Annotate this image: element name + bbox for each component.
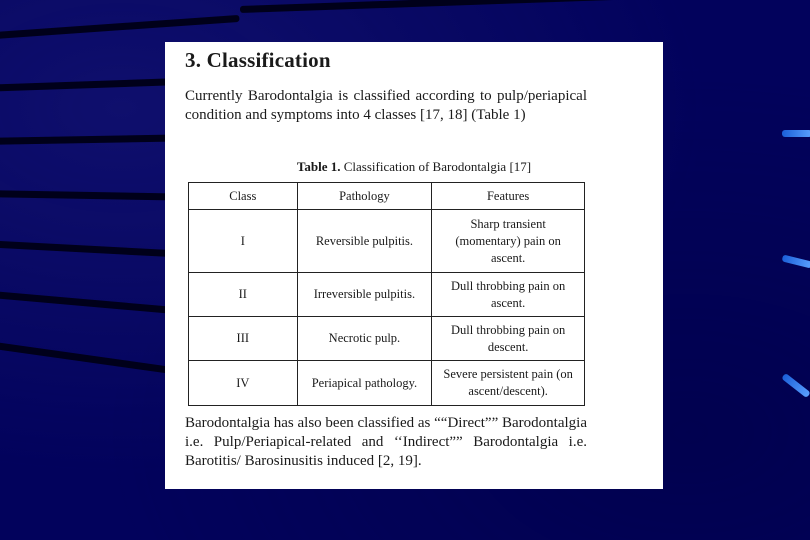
cell-class: III — [189, 317, 298, 361]
cell-class: II — [189, 273, 298, 317]
document-page — [165, 42, 663, 489]
background-stripe — [0, 78, 180, 92]
background-stripe — [0, 290, 180, 314]
header-pathology: Pathology — [297, 183, 432, 210]
cell-pathology: Necrotic pulp. — [297, 317, 432, 361]
header-class: Class — [189, 183, 298, 210]
accent-stripe — [782, 130, 810, 137]
cell-pathology: Reversible pulpitis. — [297, 210, 432, 273]
intro-paragraph: Currently Barodontalgia is classified according to pulp/periapical condition and symptoms into 4 classes [17, 18] (Table 1) — [185, 88, 587, 123]
closing-paragraph: Barodontalgia has also been classified as ““Direct”” Barodontalgia i.e. Pulp/Periapical-related and ‘‘Indirect”” Barodontalgia i.e. Barotitis/ Barosinusitis induced [2, 19]. — [185, 415, 587, 469]
classification-table — [188, 182, 585, 406]
table-header-row — [189, 183, 585, 210]
cell-features: Dull throbbing pain on descent. — [432, 317, 585, 361]
background-stripe — [240, 0, 800, 13]
table-row — [189, 361, 585, 406]
cell-features: Sharp transient (momentary) pain on ascent. — [432, 210, 585, 273]
accent-stripe — [781, 373, 810, 398]
table-row — [189, 210, 585, 273]
background-stripe — [0, 240, 180, 257]
accent-stripe — [782, 254, 810, 268]
cell-pathology: Periapical pathology. — [297, 361, 432, 406]
cell-class: I — [189, 210, 298, 273]
background-stripe — [0, 15, 240, 40]
background-stripe — [0, 340, 179, 375]
header-features: Features — [432, 183, 585, 210]
cell-class: IV — [189, 361, 298, 406]
background-stripe — [0, 135, 180, 145]
cell-features: Severe persistent pain (on ascent/descent). — [432, 361, 585, 406]
table-caption-text: Classification of Barodontalgia [17] — [343, 159, 532, 174]
section-heading: 3. Classification — [185, 48, 331, 72]
background-stripe — [0, 190, 180, 200]
table-caption — [165, 159, 663, 175]
table-caption-label: Table 1. — [296, 159, 341, 174]
table-row — [189, 273, 585, 317]
cell-features: Dull throbbing pain on ascent. — [432, 273, 585, 317]
cell-pathology: Irreversible pulpitis. — [297, 273, 432, 317]
table-row — [189, 317, 585, 361]
